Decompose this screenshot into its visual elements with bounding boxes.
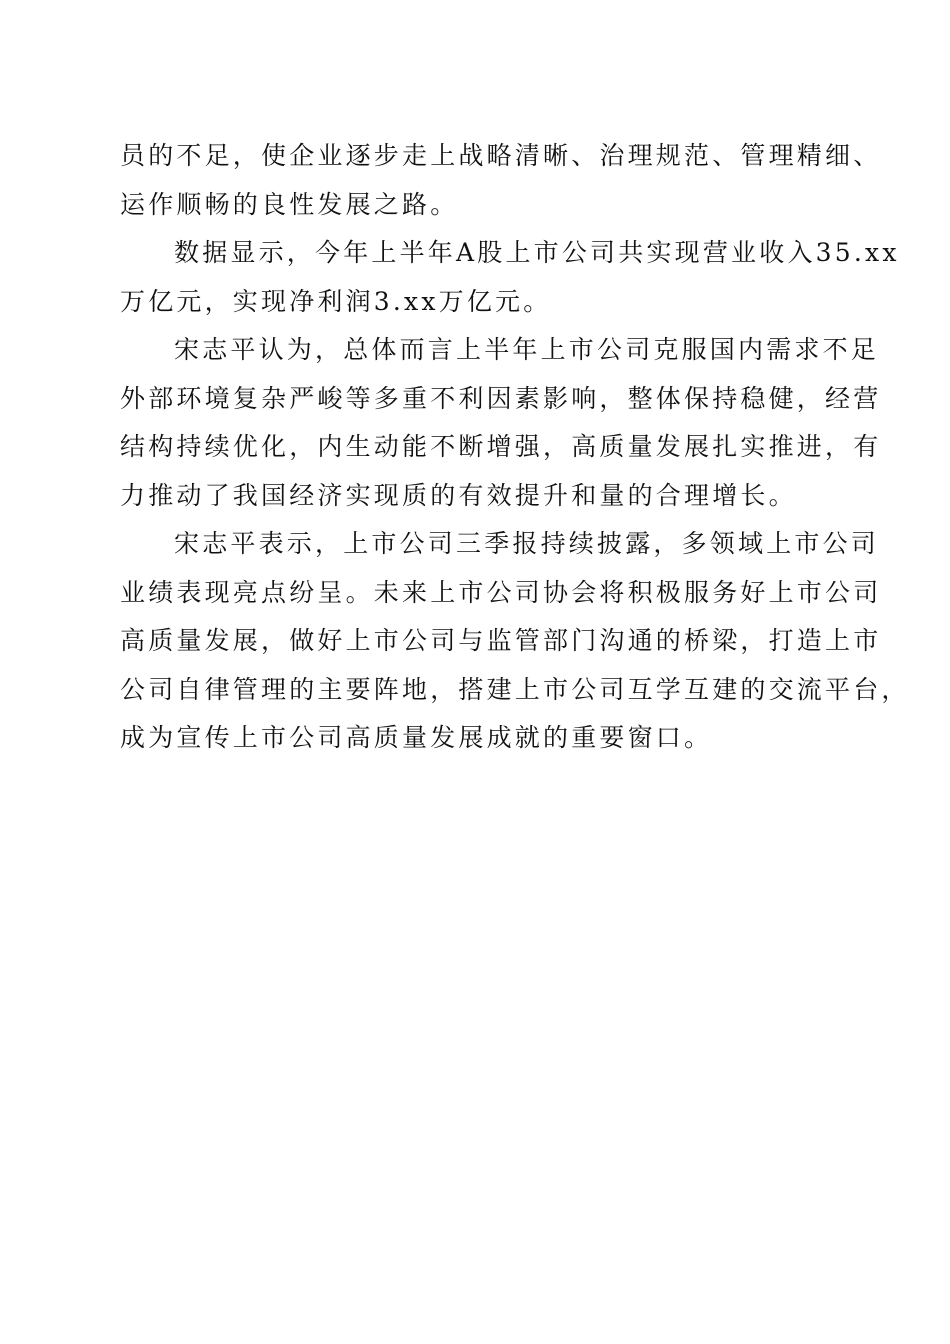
text-line: 结构持续优化，内生动能不断增强，高质量发展扎实推进，有 bbox=[120, 432, 882, 461]
text-line: 业绩表现亮点纷呈。未来上市公司协会将积极服务好上市公司 bbox=[120, 577, 882, 607]
text-line: 高质量发展，做好上市公司与监管部门沟通的桥梁，打造上市 bbox=[120, 626, 882, 655]
text-line: 外部环境复杂严峻等多重不利因素影响，整体保持稳健，经营 bbox=[120, 383, 882, 413]
text-line: 员的不足，使企业逐步走上战略清晰、治理规范、管理精细、 bbox=[120, 141, 882, 170]
text-line: 公司自律管理的主要阵地，搭建上市公司互学互建的交流平台， bbox=[120, 674, 910, 704]
text-line: 数据显示，今年上半年A股上市公司共实现营业收入35.xx bbox=[174, 238, 900, 267]
text-line: 万亿元，实现净利润3.xx万亿元。 bbox=[120, 286, 552, 316]
text-line: 运作顺畅的良性发展之路。 bbox=[120, 189, 459, 219]
text-line: 宋志平表示，上市公司三季报持续披露，多领域上市公司 bbox=[174, 529, 880, 558]
text-line: 成为宣传上市公司高质量发展成就的重要窗口。 bbox=[120, 723, 713, 752]
text-line: 力推动了我国经济实现质的有效提升和量的合理增长。 bbox=[120, 480, 797, 510]
document-body bbox=[120, 132, 910, 763]
text-line: 宋志平认为，总体而言上半年上市公司克服国内需求不足 bbox=[174, 335, 880, 364]
